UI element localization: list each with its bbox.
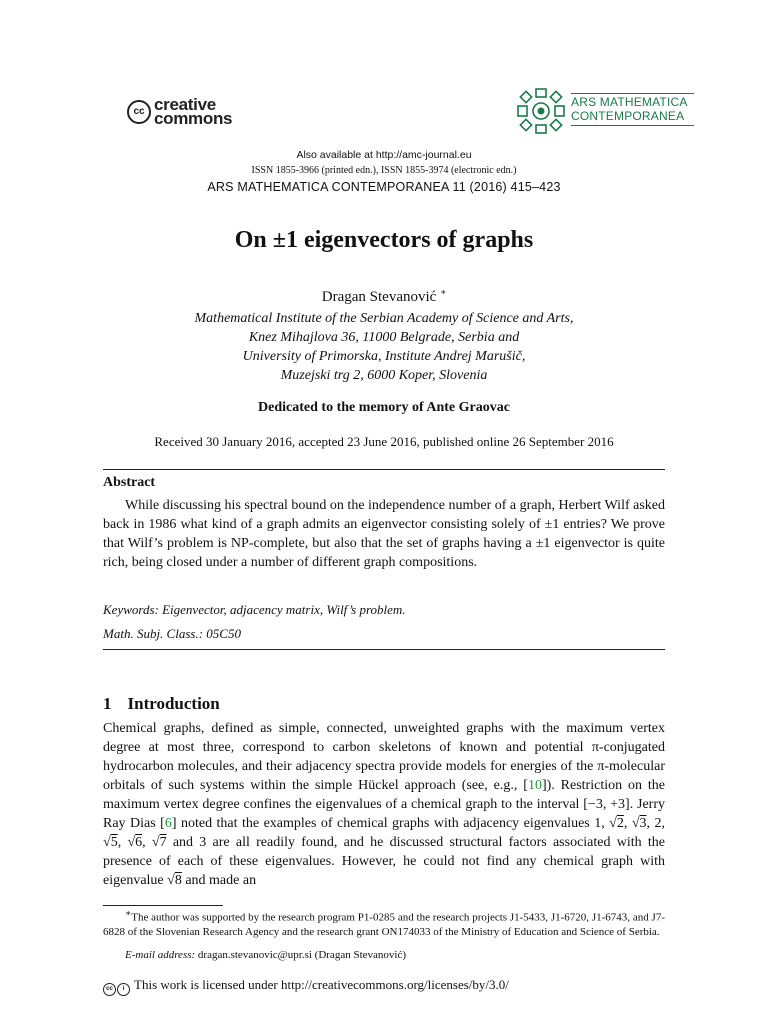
- author-name: Dragan Stevanović ∗: [321, 287, 447, 305]
- cc-license-icon: cc: [103, 983, 116, 996]
- attribution-icon: i: [117, 983, 130, 996]
- citation-link-6[interactable]: 6: [164, 816, 172, 831]
- paper-title: On ±1 eigenvectors of graphs: [234, 227, 534, 253]
- issn-line: ISSN 1855-3966 (printed edn.), ISSN 1855-3974 (electronic edn.): [251, 165, 517, 176]
- cc-badge-icon: cc: [127, 100, 151, 124]
- footnote-email: E-mail address: dragan.stevanovic@upr.si (Dragan Stevanović): [125, 949, 406, 961]
- abstract-text: While discussing his spectral bound on the independence number of a graph, Herbert Wilf asked back in 1986 what kind of a graph admits an eigenvector consisting solely of ±1 entries? We prove that Wilf’s problem is NP-complete, but also that the set of graphs having a ±1 eigenvector is quite rich, being closed under a number of different graph compositions.: [103, 498, 665, 570]
- author-email-link[interactable]: dragan.stevanovic@upr.si (Dragan Stevanović): [195, 949, 406, 961]
- abstract-bottom-rule: [103, 649, 665, 650]
- footnote-funding: ∗The author was supported by the research program P1-0285 and the research projects J1-5433, J1-6720, J1-6743, and J7-6828 of the Slovenian Research Agency and the research grant ON174033 of the Ministry of Education and Science of Serbia.: [103, 908, 665, 938]
- amc-logo-text: ARS MATHEMATICA CONTEMPORANEA: [571, 95, 688, 123]
- ars-mathematica-logo: [514, 86, 694, 136]
- received-dates: Received 30 January 2016, accepted 23 June 2016, published online 26 September 2016: [154, 434, 614, 449]
- affiliation-line-4: Muzejski trg 2, 6000 Koper, Slovenia: [280, 368, 488, 383]
- dedication: Dedicated to the memory of Ante Graovac: [258, 400, 510, 415]
- cc-logo-wordmark: creative commons: [154, 95, 233, 128]
- license-link[interactable]: This work is licensed under http://creativecommons.org/licenses/by/3.0/: [134, 977, 509, 992]
- also-available-link[interactable]: Also available at http://amc-journal.eu: [296, 149, 472, 161]
- affiliation-line-1: Mathematical Institute of the Serbian Academy of Science and Arts,: [194, 311, 574, 326]
- citation-link-10[interactable]: 10: [527, 778, 542, 793]
- affiliation-line-3: University of Primorska, Institute Andrej Marušič,: [242, 349, 526, 364]
- math-subject-class: Math. Subj. Class.: 05C50: [103, 626, 241, 641]
- creative-commons-logo: [127, 95, 257, 128]
- license-line: [103, 977, 509, 996]
- introduction-paragraph: Chemical graphs, defined as simple, connected, unweighted graphs with the maximum vertex degree at most three, correspond to carbon skeletons of known and potential π-conjugated hydrocarbon molecules, and their adjacency spectra provide models for energies of the π-molecular orbitals of such systems within the simple Hückel approach (see, e.g., [10]). Restriction on the maximum vertex degree confines the eigenvalues of a chemical graph to the interval [−3, +3]. Jerry Ray Dias [6] noted that the examples of chemical graphs with adjacency eigenvalues 1, √2, √3, 2, √5, √6, √7 and 3 are all readily found, and he discussed structural factors associated with the presence of each of these eigenvalues. However, he could not find any chemical graph with eigenvalue √8 and made an: [103, 721, 666, 888]
- affiliation-line-2: Knez Mihajlova 36, 11000 Belgrade, Serbia and: [248, 330, 520, 345]
- keywords: Keywords: Eigenvector, adjacency matrix, Wilf’s problem.: [103, 602, 406, 617]
- abstract-top-rule: [103, 469, 665, 470]
- section-heading-introduction: 1 Introduction: [103, 694, 220, 713]
- journal-reference: ARS MATHEMATICA CONTEMPORANEA 11 (2016) 415–423: [207, 180, 561, 194]
- amc-emblem-icon: [514, 86, 568, 136]
- author-footnote-mark[interactable]: ∗: [440, 287, 447, 297]
- abstract-heading: Abstract: [103, 475, 156, 490]
